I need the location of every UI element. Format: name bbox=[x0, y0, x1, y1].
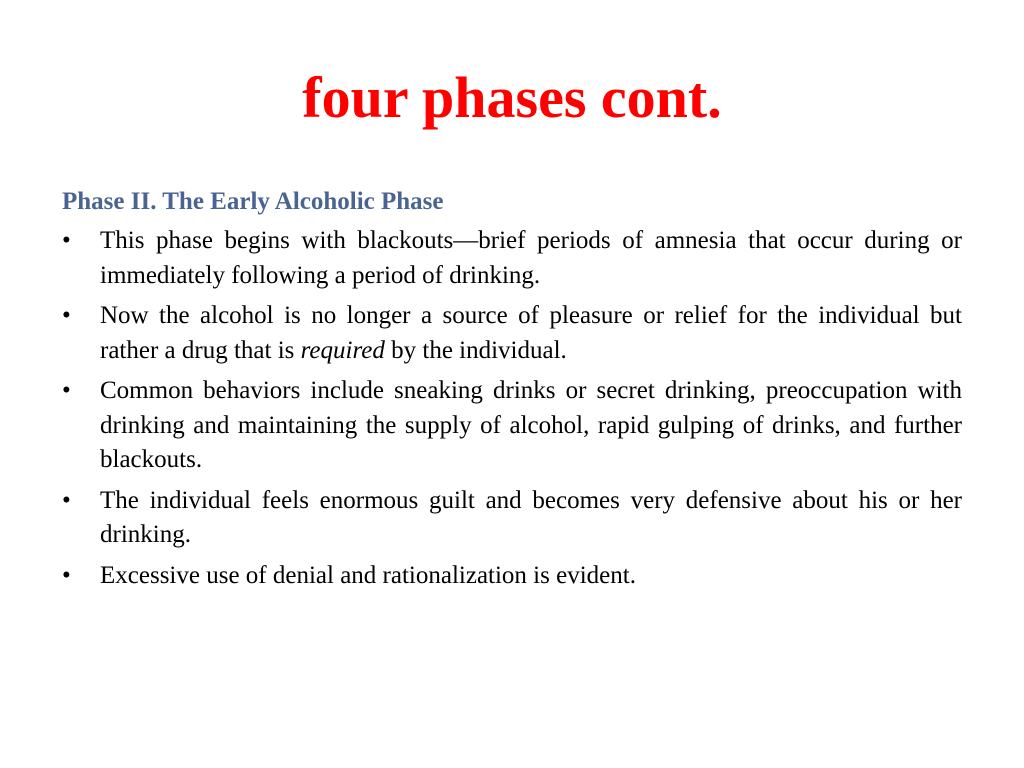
bullet-item bbox=[62, 299, 962, 368]
bullet-item bbox=[62, 224, 962, 293]
bullet-marker: • bbox=[62, 302, 71, 329]
bullet-text-tail: by the individual. bbox=[384, 336, 567, 364]
bullet-text: This phase begins with blackouts—brief periods of amnesia that occur during or immediately following a period of drinking. bbox=[100, 227, 962, 289]
bullet-marker: • bbox=[62, 486, 71, 514]
bullet-emphasis: required bbox=[300, 336, 385, 364]
bullet-text: Common behaviors include sneaking drinks or secret drinking, preoccupation with drinking and maintaining the supply of alcohol, rapid gulping of drinks, and further blackouts. bbox=[100, 377, 962, 473]
slide-title: four phases cont. bbox=[302, 65, 722, 130]
bullet-list bbox=[62, 224, 962, 593]
section-heading: Phase II. The Early Alcoholic Phase bbox=[62, 188, 444, 215]
bullet-item bbox=[62, 559, 962, 594]
bullet-marker: • bbox=[62, 377, 71, 404]
bullet-item bbox=[62, 484, 962, 553]
slide-content bbox=[62, 184, 962, 599]
bullet-marker: • bbox=[62, 227, 71, 254]
bullet-text: The individual feels enormous guilt and becomes very defensive about his or her drinking. bbox=[100, 486, 962, 548]
bullet-item bbox=[62, 374, 962, 478]
bullet-text: Excessive use of denial and rationalization is evident. bbox=[100, 561, 636, 589]
bullet-text: Now the alcohol is no longer a source of pleasure or relief for the individual but rather a drug that is bbox=[100, 302, 962, 364]
bullet-marker: • bbox=[62, 561, 71, 589]
